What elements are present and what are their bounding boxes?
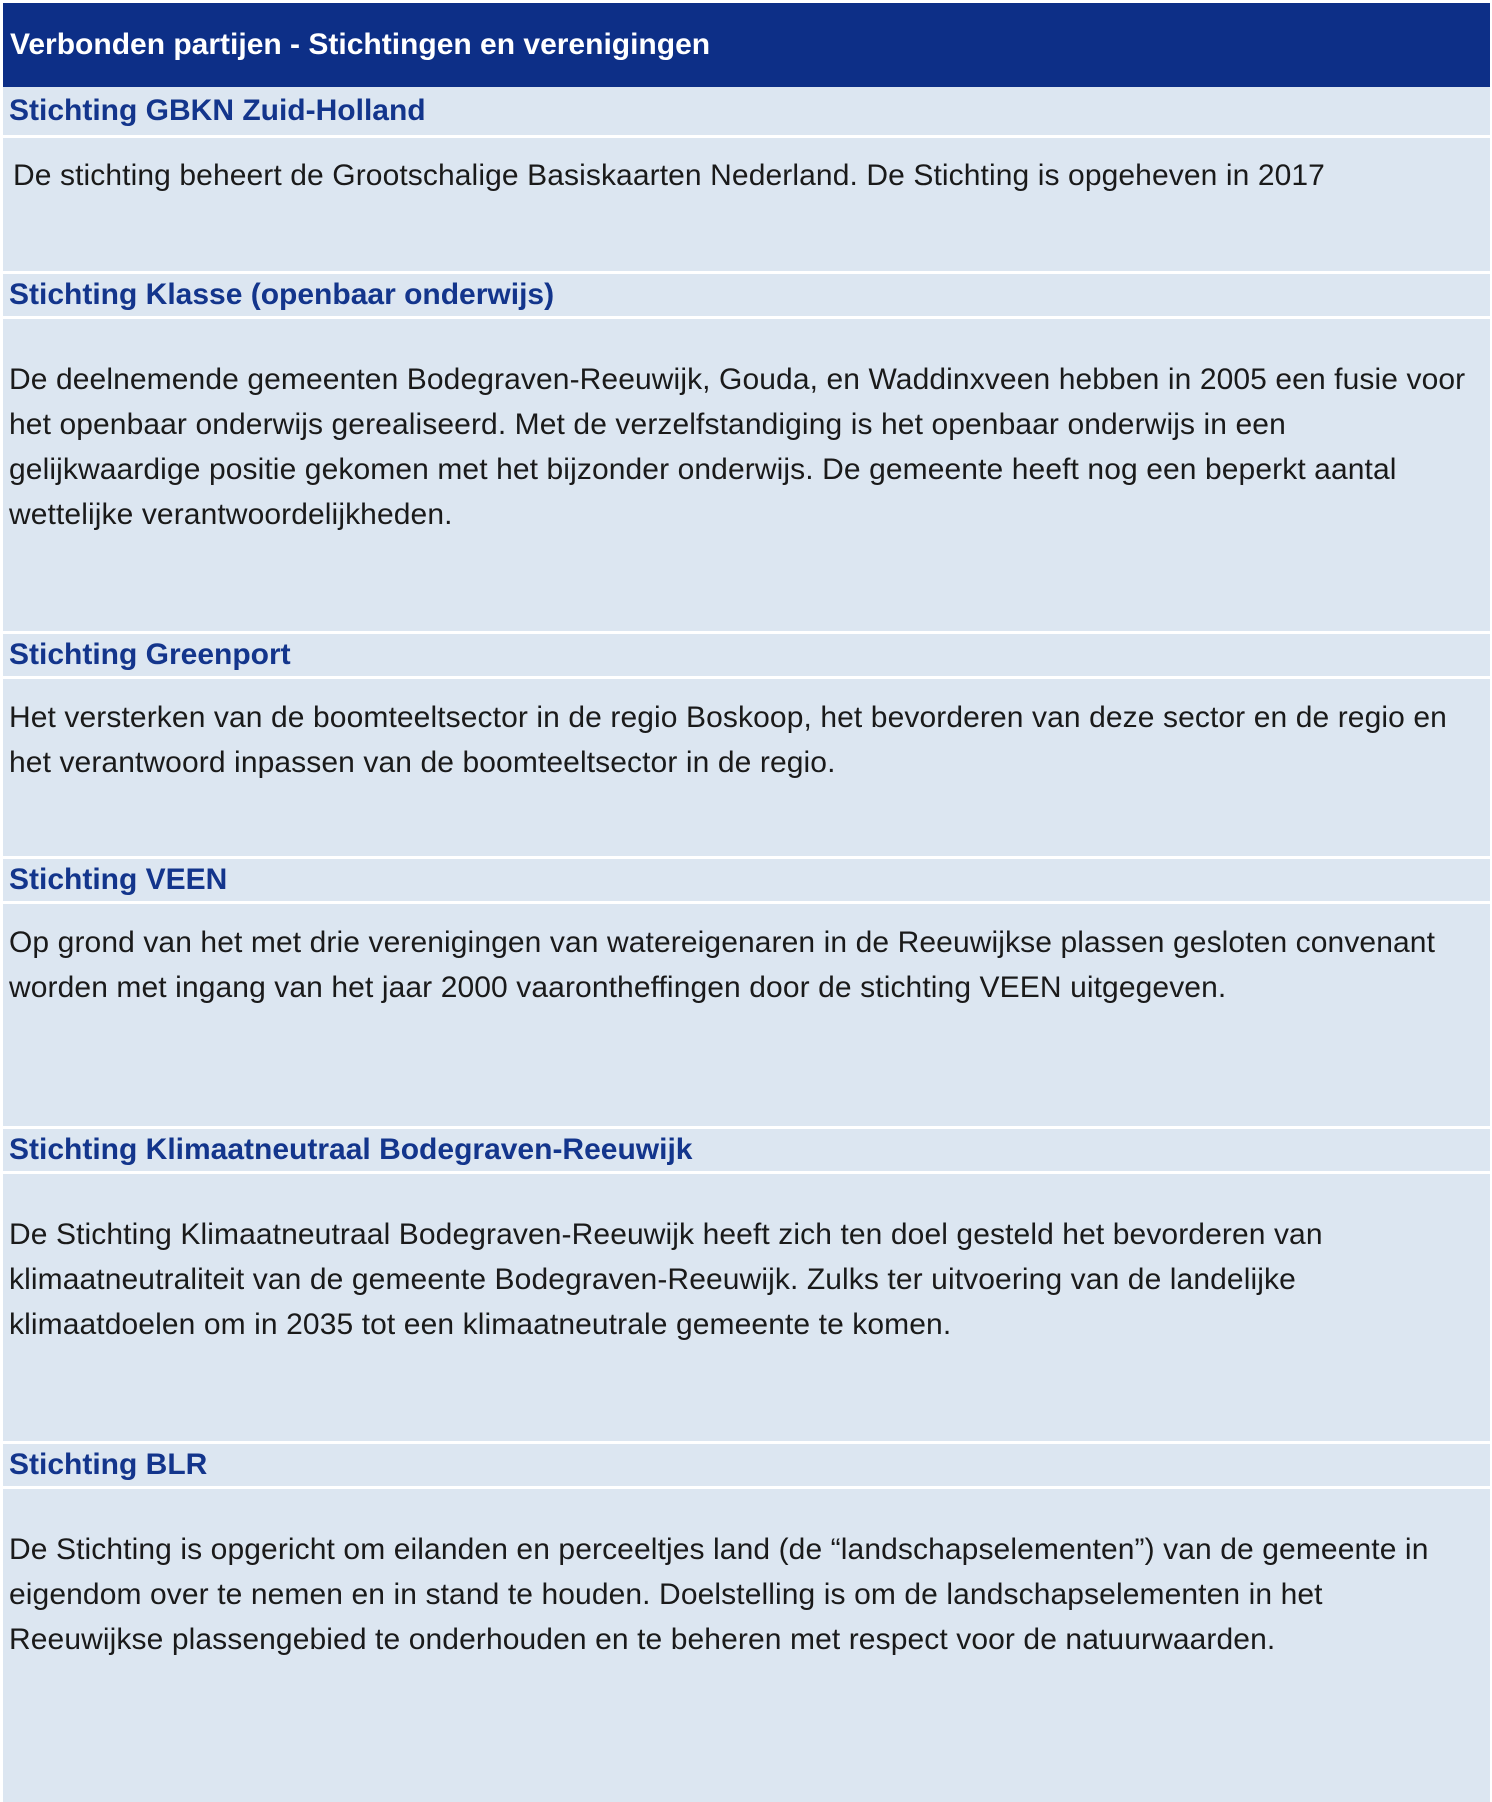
section-title-greenport: Stichting Greenport (3, 634, 1490, 679)
section-text-veen: Op grond van het met drie verenigingen van watereigenaren in de Reeuwijkse plassen gesloten convenant worden met ingang van het jaar 2000 vaarontheffingen door de stichting VEEN uitgegeven. (3, 904, 1490, 1129)
section-text-blr: De Stichting is opgericht om eilanden en perceeltjes land (de “landschapselementen”) van de gemeente in eigendom over te nemen en in stand te houden. Doelstelling is om de landschapselementen in het Reeuwijkse plassengebied te onderhouden en te beheren met respect voor de natuurwaarden. (3, 1489, 1490, 1802)
section-title-klimaatneutraal: Stichting Klimaatneutraal Bodegraven-Reeuwijk (3, 1129, 1490, 1174)
table-header: Verbonden partijen - Stichtingen en verenigingen (3, 3, 1490, 87)
section-text-greenport: Het versterken van de boomteeltsector in de regio Boskoop, het bevorderen van deze sector en de regio en het verantwoord inpassen van de boomteeltsector in de regio. (3, 679, 1490, 859)
section-text-gbkn: De stichting beheert de Grootschalige Basiskaarten Nederland. De Stichting is opgeheven in 2017 (3, 138, 1490, 274)
section-title-gbkn: Stichting GBKN Zuid-Holland (3, 87, 1490, 138)
section-text-klasse: De deelnemende gemeenten Bodegraven-Reeuwijk, Gouda, en Waddinxveen hebben in 2005 een fusie voor het openbaar onderwijs gerealiseerd. Met de verzelfstandiging is het openbaar onderwijs in een gelijkwaardige positie gekomen met het bijzonder onderwijs. De gemeente heeft nog een beperkt aantal wettelijke verantwoordelijkheden. (3, 319, 1490, 634)
section-text-klimaatneutraal: De Stichting Klimaatneutraal Bodegraven-Reeuwijk heeft zich ten doel gesteld het bevorderen van klimaatneutraliteit van de gemeente Bodegraven-Reeuwijk. Zulks ter uitvoering van de landelijke klimaatdoelen om in 2035 tot een klimaatneutrale gemeente te komen. (3, 1174, 1490, 1444)
section-title-klasse: Stichting Klasse (openbaar onderwijs) (3, 274, 1490, 319)
section-title-blr: Stichting BLR (3, 1444, 1490, 1489)
section-title-veen: Stichting VEEN (3, 859, 1490, 904)
verbonden-partijen-table (3, 3, 1490, 1802)
